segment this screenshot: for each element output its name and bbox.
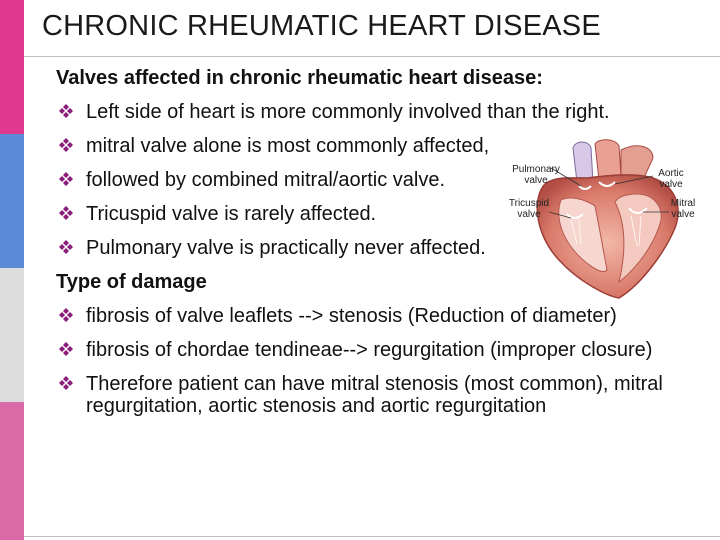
bullet-text: fibrosis of valve leaflets --> stenosis (Reduction of diameter): [86, 305, 617, 327]
damage-heading: Type of damage: [56, 271, 207, 293]
diamond-bullet-icon: [58, 137, 74, 153]
mitral-valve-label: Mitral valve: [670, 198, 696, 220]
accent-band-blue: [0, 134, 24, 268]
title-divider: [24, 56, 720, 57]
slide-title: CHRONIC RHEUMATIC HEART DISEASE: [42, 10, 601, 42]
heart-valves-figure: [503, 136, 713, 301]
bottom-divider: [24, 536, 720, 537]
diamond-bullet-icon: [58, 239, 74, 255]
diamond-bullet-icon: [58, 171, 74, 187]
pulmonary-valve-label: Pulmonary valve: [512, 164, 560, 186]
bullet-text: Left side of heart is more commonly involved than the right.: [86, 101, 610, 123]
bullet-text: mitral valve alone is most commonly affected,: [86, 135, 490, 157]
bullet-text: Therefore patient can have mitral stenosis (most common), mitral regurgitation, aortic stenosis and aortic regurgitation: [86, 373, 663, 417]
bullet-text: Pulmonary valve is practically never affected.: [86, 237, 486, 259]
valve-bullet-1: [56, 101, 702, 123]
bullet-text: followed by combined mitral/aortic valve.: [86, 169, 446, 191]
tricuspid-valve-label: Tricuspid valve: [508, 198, 550, 220]
damage-bullet-3: [56, 373, 702, 417]
accent-band-rose: [0, 402, 24, 540]
damage-bullet-2: [56, 339, 702, 361]
diamond-bullet-icon: [58, 341, 74, 357]
bullet-text: Tricuspid valve is rarely affected.: [86, 203, 377, 225]
accent-band-pink: [0, 0, 24, 134]
aortic-valve-label: Aortic valve: [658, 168, 684, 190]
diamond-bullet-icon: [58, 375, 74, 391]
valves-heading: Valves affected in chronic rheumatic heart disease:: [56, 67, 543, 89]
accent-band-gray: [0, 268, 24, 402]
damage-bullet-1: [56, 305, 702, 327]
diamond-bullet-icon: [58, 205, 74, 221]
diamond-bullet-icon: [58, 307, 74, 323]
diamond-bullet-icon: [58, 103, 74, 119]
bullet-text: fibrosis of chordae tendineae--> regurgitation (improper closure): [86, 339, 653, 361]
